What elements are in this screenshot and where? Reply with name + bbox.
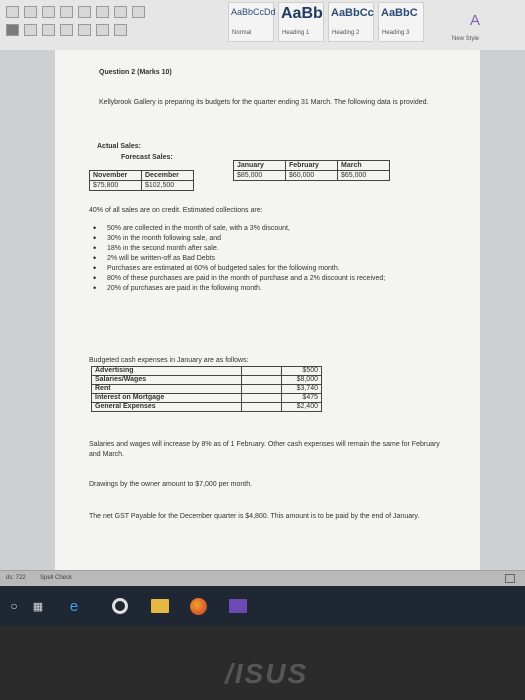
expense-label: General Expenses (92, 403, 242, 412)
table-row (92, 394, 322, 403)
taskbar (0, 586, 525, 626)
style-heading-2[interactable] (328, 2, 374, 42)
firefox-icon[interactable] (188, 596, 208, 616)
laptop-bezel (0, 626, 525, 700)
table-header-cell: January (234, 161, 286, 171)
question-title: Question 2 (Marks 10) (99, 69, 172, 76)
credit-note: 40% of all sales are on credit. Estimated collections are: (89, 207, 263, 214)
start-icon[interactable]: ○ (10, 599, 18, 613)
actual-sales-table (89, 170, 194, 191)
align-center-icon[interactable] (24, 24, 37, 36)
status-bar (0, 570, 525, 586)
table-cell: $102,500 (142, 181, 194, 191)
edge-browser-icon[interactable]: e (69, 597, 79, 615)
change-styles-icon[interactable]: A (470, 12, 481, 29)
style-normal[interactable] (228, 2, 274, 42)
document-page[interactable] (55, 50, 480, 570)
table-header-cell: November (90, 171, 142, 181)
expense-amount: $8,000 (282, 376, 322, 385)
table-cell: $85,000 (234, 171, 286, 181)
intro-text: Kellybrook Gallery is preparing its budgets for the quarter ending 31 March. The following data is provided. (99, 99, 429, 106)
table-cell: $65,000 (338, 171, 390, 181)
media-player-icon[interactable] (110, 596, 130, 616)
spell-check-button[interactable]: Spell Check (40, 575, 73, 581)
salaries-note: Salaries and wages will increase by 8% as of 1 February. Other cash expenses will remain the same for February and March. (89, 441, 440, 458)
expense-amount: $3,740 (282, 385, 322, 394)
table-row (92, 385, 322, 394)
numbering-icon[interactable] (24, 6, 37, 18)
bullets-icon[interactable] (6, 6, 19, 18)
text-color-icon[interactable] (78, 6, 91, 18)
expense-label: Salaries/Wages (92, 376, 242, 385)
style-heading-3[interactable] (378, 2, 424, 42)
list-item: • 18% in the second month after sale. (107, 244, 437, 253)
collections-list (107, 224, 437, 294)
list-item: • 2% will be written-off as Bad Debts (107, 254, 437, 263)
shading-icon[interactable] (96, 24, 109, 36)
expense-amount: $475 (282, 394, 322, 403)
style-sample: AaBb (281, 5, 323, 22)
budgeted-expenses-label: Budgeted cash expenses in January are as follows: (89, 357, 249, 364)
ribbon (0, 0, 525, 50)
expense-amount: $500 (282, 367, 322, 376)
style-sample: AaBbCcDd (231, 7, 276, 17)
expense-label: Rent (92, 385, 242, 394)
store-icon[interactable] (228, 596, 248, 616)
style-name: Heading 1 (282, 30, 310, 36)
table-cell: $75,800 (90, 181, 142, 191)
indent-icon[interactable] (60, 6, 73, 18)
table-row (92, 376, 322, 385)
justify-icon[interactable] (60, 24, 73, 36)
list-item: • 80% of these purchases are paid in the month of purchase and a 2% discount is received; (107, 274, 437, 283)
style-name: Normal (232, 30, 252, 36)
document-area (0, 50, 525, 570)
align-left-icon[interactable] (6, 24, 19, 36)
table-header-cell: March (338, 161, 390, 171)
brand-logo: /ISUS (225, 658, 309, 689)
drawings-note: Drawings by the owner amount to $7,000 per month. (89, 481, 253, 488)
show-marks-icon[interactable] (114, 6, 127, 18)
borders-icon[interactable] (132, 6, 145, 18)
list-item: • 20% of purchases are paid in the following month. (107, 284, 437, 293)
table-cell: $60,000 (286, 171, 338, 181)
text-cursor-icon: I (280, 369, 283, 380)
expense-label: Interest on Mortgage (92, 394, 242, 403)
gst-note: The net GST Payable for the December quarter is $4,800. This amount is to be paid by the end of January. (89, 513, 420, 520)
table-header-cell: December (142, 171, 194, 181)
expense-label: Advertising (92, 367, 242, 376)
style-sample: AaBbC (381, 7, 418, 19)
expenses-table (91, 366, 322, 412)
list-item: • 30% in the month following sale, and (107, 234, 437, 243)
line-spacing-icon[interactable] (78, 24, 91, 36)
list-item: • Purchases are estimated at 60% of budgeted sales for the following month. (107, 264, 437, 273)
new-style-button[interactable]: New Style (452, 36, 480, 42)
style-sample: AaBbCc (331, 7, 374, 19)
file-explorer-icon[interactable] (150, 596, 170, 616)
page-indicator[interactable]: ds: 722 (6, 575, 26, 581)
expense-amount: $2,400 (282, 403, 322, 412)
table-header-cell: February (286, 161, 338, 171)
task-view-icon[interactable]: ▦ (32, 600, 44, 613)
style-heading-1[interactable] (278, 2, 324, 42)
forecast-sales-label: Forecast Sales: (121, 154, 173, 161)
style-name: Heading 3 (382, 30, 410, 36)
style-name: Heading 2 (332, 30, 360, 36)
actual-sales-label: Actual Sales: (97, 143, 141, 150)
list-item: • 50% are collected in the month of sale, with a 3% discount, (107, 224, 437, 233)
table-row (92, 403, 322, 412)
zoom-icon[interactable] (505, 574, 515, 583)
table-borders-icon[interactable] (114, 24, 127, 36)
formatting-toolbar (6, 6, 231, 46)
styles-gallery (228, 2, 424, 42)
align-right-icon[interactable] (42, 24, 55, 36)
outdent-icon[interactable] (42, 6, 55, 18)
forecast-sales-table (233, 160, 390, 181)
table-row (92, 367, 322, 376)
sort-icon[interactable] (96, 6, 109, 18)
